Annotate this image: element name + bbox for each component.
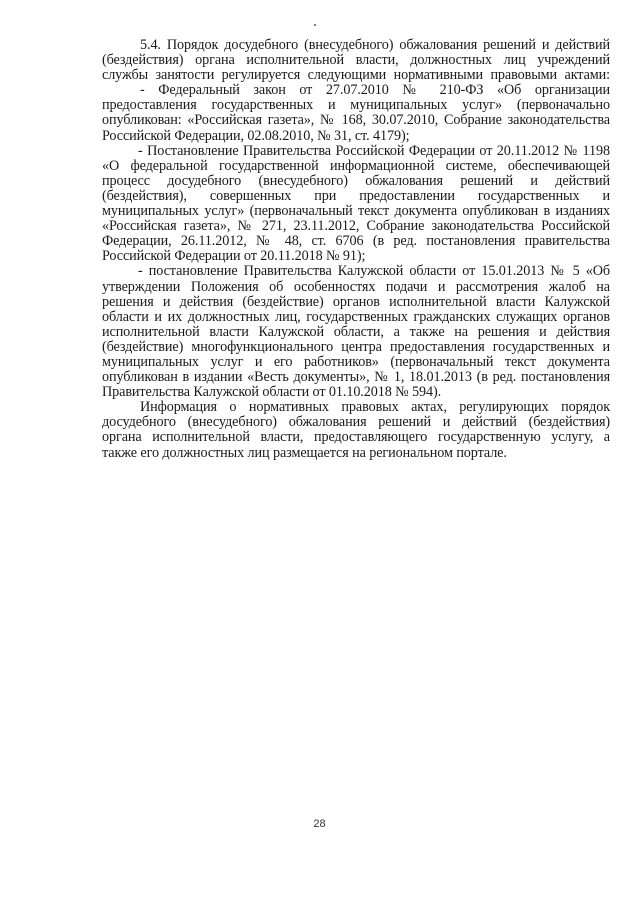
text-line: решения и действия (бездействие) органов исполнительной власти Калужской: [102, 293, 610, 310]
text-line: (бездействия) органа исполнительной власти, должностных лиц учреждений: [102, 52, 610, 69]
text-line: - Постановление Правительства Российской Федерации от 20.11.2012 № 1198: [138, 142, 610, 159]
text-line: также его должностных лиц размещается на региональном портале.: [102, 444, 507, 461]
text-line: опубликован: «Российская газета», № 168, 30.07.2010, Собрание законодательства: [102, 112, 610, 129]
text-line: предоставления государственных и муниципальных услуг» (первоначально: [102, 97, 610, 114]
text-line: области и их должностных лиц, государственных гражданских служащих органов: [102, 308, 610, 325]
text-line: органа исполнительной власти, предоставляющего государственную услугу, а: [102, 429, 610, 446]
text-line: «Российская газета», № 271, 23.11.2012, Собрание законодательства Российской: [102, 218, 610, 235]
text-line: опубликован в издании «Весть документы», № 1, 18.01.2013 (в ред. постановления: [102, 369, 610, 386]
text-line: Российской Федерации, 02.08.2010, № 31, ст. 4179);: [102, 127, 410, 144]
scan-mark: [314, 24, 316, 26]
text-line: Информация о нормативных правовых актах, регулирующих порядок: [140, 399, 610, 416]
text-line: Российской Федерации от 20.11.2018 № 91);: [102, 248, 366, 265]
text-line: 5.4. Порядок досудебного (внесудебного) обжалования решений и действий: [140, 37, 610, 53]
text-line: досудебного (внесудебного) обжалования решений и действий (бездействия): [102, 414, 610, 431]
text-line: процесс досудебного (внесудебного) обжалования решений и действий: [102, 172, 610, 189]
paragraph-gov-1198: [102, 144, 610, 265]
text-line: - постановление Правительства Калужской области от 15.01.2013 № 5 «Об: [138, 263, 610, 280]
text-line: Правительства Калужской области от 01.10.2018 № 594).: [102, 384, 442, 401]
text-line: исполнительной власти Калужской области, а также на решения и действия: [102, 323, 610, 340]
paragraph-info: [102, 400, 610, 460]
text-line: Федерации, 26.11.2012, № 48, ст. 6706 (в ред. постановления правительства: [102, 233, 610, 250]
paragraph-law-210: [102, 83, 610, 143]
text-line: «О федеральной государственной информационной системе, обеспечивающей: [102, 157, 610, 174]
text-line: - Федеральный закон от 27.07.2010 № 210-ФЗ «Об организации: [140, 82, 610, 99]
page-number: 28: [313, 818, 326, 830]
text-line: (бездействие) многофункционального центра предоставления государственных и: [102, 338, 610, 355]
text-line: (бездействия), совершенных при предоставлении государственных и: [102, 187, 610, 204]
paragraph-5-4: [102, 38, 610, 83]
text-line: муниципальных услуг» (первоначальный текст документа опубликован в изданиях: [102, 203, 610, 220]
paragraph-kaluga-5: [102, 264, 610, 400]
text-line: муниципальных услуг и его работников» (первоначальный текст документа: [102, 353, 610, 370]
text-line: утверждении Положения об особенностях подачи и рассмотрения жалоб на: [102, 278, 610, 295]
document-body: [102, 38, 610, 461]
text-line: службы занятости регулируется следующими нормативными правовыми актами:: [102, 67, 610, 84]
